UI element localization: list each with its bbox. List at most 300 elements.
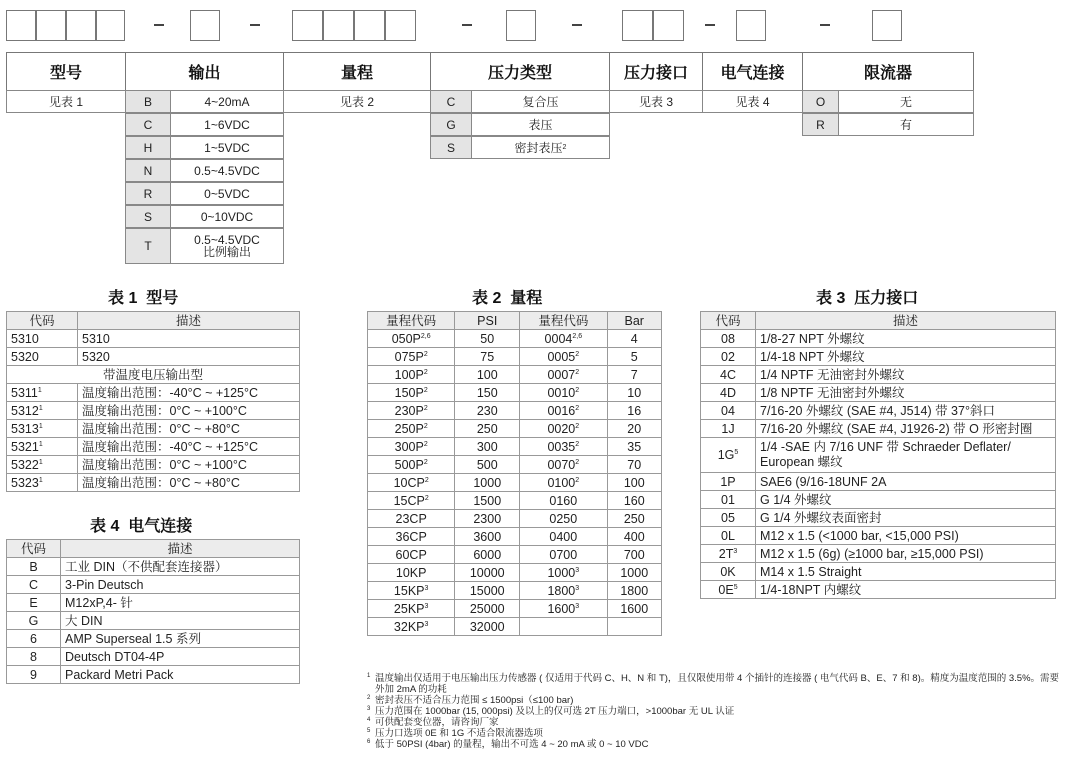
code-text: 60CP: [395, 547, 427, 562]
bar-code-cell: [520, 384, 607, 402]
footnote-ref: 5: [733, 583, 738, 591]
model-ref: 见表 1: [6, 90, 126, 113]
psi-code-cell: [368, 384, 455, 402]
bar-value-cell: 4: [607, 330, 662, 348]
code-cell: [7, 456, 78, 474]
footnote-text: 压力口选项 0E 和 1G 不适合限流器选项: [375, 728, 543, 739]
code-text: 0L: [721, 528, 735, 543]
table-row: [7, 420, 300, 438]
bar-value-cell: 35: [607, 438, 662, 456]
psi-value-cell: 500: [455, 456, 520, 474]
code-cell: 9: [7, 666, 61, 684]
column-header: 描述: [78, 312, 300, 330]
table-row: [7, 438, 300, 456]
footnote-ref: 2: [423, 440, 428, 448]
footnote-ref: 2: [424, 476, 429, 484]
code-text: 10KP: [395, 565, 427, 580]
code-text: 23CP: [395, 511, 427, 526]
psi-code-cell: [368, 492, 455, 510]
bar-code-cell: [520, 438, 607, 456]
table-row: [701, 330, 1056, 348]
table-header-row: [368, 312, 662, 330]
table-row: [701, 438, 1056, 473]
code-text: 150P: [394, 385, 424, 400]
footnotes: [367, 673, 1062, 750]
code-text: 300P: [394, 439, 424, 454]
pressure-type-code: G: [430, 113, 472, 136]
code-cell: [701, 438, 756, 473]
footnote: [367, 739, 1062, 750]
bar-code-cell: [520, 420, 607, 438]
psi-code-cell: [368, 600, 455, 618]
footnote-ref: 2: [575, 368, 580, 376]
pressure-type-desc-text: 密封表压: [514, 140, 563, 155]
limiter-desc: 无: [838, 90, 974, 113]
bar-code-cell: [520, 546, 607, 564]
code-text: 100P: [394, 367, 424, 382]
table-row: [7, 456, 300, 474]
code-cell: 8: [7, 648, 61, 666]
desc-cell: 7/16-20 外螺纹 (SAE #4, J1926-2) 带 O 形密封圈: [756, 420, 1056, 438]
desc-cell: M12 x 1.5 (6g) (≥1000 bar, ≥15,000 PSI): [756, 545, 1056, 563]
footnote-ref: 2: [423, 404, 428, 412]
footnote: [367, 706, 1062, 717]
code-text: 1800: [547, 583, 576, 598]
table-row: [701, 384, 1056, 402]
table-row: [701, 491, 1056, 509]
column-header: 描述: [61, 540, 300, 558]
desc-cell: 温度输出范围：0°C ~ +80°C: [78, 420, 300, 438]
table-row: [7, 630, 300, 648]
desc-cell: Packard Metri Pack: [61, 666, 300, 684]
footnote-ref: 2: [575, 440, 580, 448]
table-row: [368, 528, 662, 546]
footnote-ref: 1: [38, 440, 43, 448]
output-code: C: [125, 113, 171, 136]
output-code: N: [125, 159, 171, 182]
desc-cell: G 1/4 外螺纹表面密封: [756, 509, 1056, 527]
psi-value-cell: 250: [455, 420, 520, 438]
psi-code-cell: [368, 456, 455, 474]
bar-value-cell: 160: [607, 492, 662, 510]
separator-dash: [820, 24, 830, 26]
psi-code-cell: [368, 474, 455, 492]
output-desc: 0~10VDC: [170, 205, 284, 228]
footnote-ref: 3: [575, 602, 580, 610]
limiter-code: O: [802, 90, 839, 113]
psi-code-cell: [368, 366, 455, 384]
code-cell: [701, 545, 756, 563]
code-text: 0700: [549, 547, 578, 562]
desc-cell: 3-Pin Deutsch: [61, 576, 300, 594]
code-cell: [7, 384, 78, 402]
desc-cell: 5310: [78, 330, 300, 348]
table-row: [368, 474, 662, 492]
code-text: 0010: [547, 385, 576, 400]
table-row: [701, 545, 1056, 563]
desc-cell: SAE6 (9/16-18UNF 2A: [756, 473, 1056, 491]
desc-cell: 1/8-27 NPT 外螺纹: [756, 330, 1056, 348]
code-text: 2T: [718, 546, 734, 561]
bar-value-cell: 7: [607, 366, 662, 384]
table2-title: 表 2 量程: [472, 290, 543, 307]
code-text: 36CP: [395, 529, 427, 544]
code-text: 075P: [394, 349, 424, 364]
table-row: [7, 474, 300, 492]
desc-cell: AMP Superseal 1.5 系列: [61, 630, 300, 648]
code-cell: C: [7, 576, 61, 594]
code-cell: [701, 420, 756, 438]
separator-dash: [250, 24, 260, 26]
table-row: [701, 509, 1056, 527]
port-ref: 见表 3: [609, 90, 703, 113]
table-row: [7, 648, 300, 666]
code-text: 250P: [394, 421, 424, 436]
code-text: 5321: [11, 439, 39, 454]
psi-code-cell: [368, 618, 455, 636]
bar-value-cell: 700: [607, 546, 662, 564]
code-text: 0004: [544, 331, 573, 346]
table2-range: [367, 311, 662, 636]
code-text: 0007: [547, 367, 576, 382]
pressure-type-code-box: [506, 10, 536, 41]
code-cell: [701, 330, 756, 348]
bar-code-cell: [520, 618, 607, 636]
code-cell: 6: [7, 630, 61, 648]
bar-code-cell: [520, 330, 607, 348]
footnote-ref: 2: [423, 386, 428, 394]
header-output: 输出: [125, 52, 284, 91]
code-text: 02: [721, 349, 735, 364]
footnote-ref: 2: [424, 494, 429, 502]
output-code: H: [125, 136, 171, 159]
psi-value-cell: 1000: [455, 474, 520, 492]
output-code-box: [190, 10, 220, 41]
model-code-boxes: [6, 10, 125, 41]
table3-pressure-port: [700, 311, 1056, 599]
output-code: T: [125, 228, 171, 264]
electrical-ref: 见表 4: [702, 90, 803, 113]
psi-code-cell: [368, 510, 455, 528]
desc-cell: 1/4 -SAE 内 7/16 UNF 带 Schraeder Deflater/ European 螺纹: [756, 438, 1056, 473]
port-code-boxes: [622, 10, 684, 41]
footnote-ref: 1: [38, 476, 43, 484]
code-text: 1G: [717, 447, 735, 462]
bar-value-cell: 250: [607, 510, 662, 528]
table-row: [7, 576, 300, 594]
footnote-ref: 2: [575, 386, 580, 394]
bar-code-cell: [520, 402, 607, 420]
desc-cell: 1/4-18 NPT 外螺纹: [756, 348, 1056, 366]
header-limiter: 限流器: [802, 52, 974, 91]
code-cell: [701, 402, 756, 420]
output-desc: [170, 228, 284, 264]
psi-value-cell: 75: [455, 348, 520, 366]
footnote-ref: 3: [424, 584, 429, 592]
footnote-ref: 3: [733, 547, 738, 555]
table-row: [7, 330, 300, 348]
psi-value-cell: 2300: [455, 510, 520, 528]
code-text: 0005: [547, 349, 576, 364]
separator-dash: [154, 24, 164, 26]
code-text: 0100: [547, 475, 576, 490]
range-code-boxes: [292, 10, 416, 41]
column-header: PSI: [455, 312, 520, 330]
table4-electrical: [6, 539, 300, 684]
footnote-text: 温度输出仅适用于电压输出压力传感器 ( 仅适用于代码 C、H、N 和 T)，且仅限使用带 4 个插针的连接器 ( 电气代码 B、E、7 和 8)。精度为温度范围的 3.5%。需要外加 2mA 的功耗: [375, 673, 1060, 695]
code-cell: [701, 384, 756, 402]
bar-code-cell: [520, 348, 607, 366]
footnote-ref: 2: [575, 350, 580, 358]
table-row: [7, 558, 300, 576]
table-row: [368, 456, 662, 474]
code-text: 0400: [549, 529, 578, 544]
code-text: 230P: [394, 403, 424, 418]
footnote-number: 2: [367, 695, 371, 701]
footnote-ref: 2: [575, 404, 580, 412]
desc-cell: 温度输出范围：-40°C ~ +125°C: [78, 384, 300, 402]
code-text: 1000: [547, 565, 576, 580]
table-row: [7, 348, 300, 366]
footnote-ref: 5: [734, 448, 739, 456]
code-text: 1600: [547, 601, 576, 616]
psi-value-cell: 10000: [455, 564, 520, 582]
bar-code-cell: [520, 582, 607, 600]
table-row: [7, 594, 300, 612]
code-text: 25KP: [393, 601, 425, 616]
footnote-ref: 1: [37, 386, 42, 394]
code-text: 0E: [718, 582, 734, 597]
separator-dash: [462, 24, 472, 26]
separator-dash: [572, 24, 582, 26]
table-row: [701, 563, 1056, 581]
limiter-code-box: [872, 10, 902, 41]
desc-cell: 大 DIN: [61, 612, 300, 630]
code-text: 050P: [391, 331, 421, 346]
table-row: [701, 473, 1056, 491]
table-row: [368, 420, 662, 438]
table1-model: [6, 311, 300, 492]
psi-value-cell: 1500: [455, 492, 520, 510]
psi-code-cell: [368, 348, 455, 366]
table-row: [368, 366, 662, 384]
code-text: 5311: [11, 385, 38, 400]
column-header: 描述: [756, 312, 1056, 330]
footnote-ref: 3: [424, 620, 429, 628]
code-cell: [7, 420, 78, 438]
footnote-number: 4: [367, 717, 371, 723]
footnote-text: 压力范围在 1000bar (15, 000psi) 及以上的仅可选 2T 压力端口，>1000bar 无 UL 认证: [375, 706, 735, 717]
desc-cell: 1/8 NPTF 无油密封外螺纹: [756, 384, 1056, 402]
psi-value-cell: 230: [455, 402, 520, 420]
pressure-type-desc: 密封表压 2: [471, 136, 610, 159]
psi-value-cell: 50: [455, 330, 520, 348]
code-cell: E: [7, 594, 61, 612]
table3-title: 表 3 压力接口: [816, 290, 919, 307]
code-cell: G: [7, 612, 61, 630]
table-row: [701, 527, 1056, 545]
bar-value-cell: 1000: [607, 564, 662, 582]
table-row: [701, 420, 1056, 438]
header-pressure-type: 压力类型: [430, 52, 610, 91]
output-desc-line: 0.5~4.5VDC: [194, 233, 260, 247]
table-row: [368, 510, 662, 528]
code-text: 4D: [720, 385, 736, 400]
bar-value-cell: 70: [607, 456, 662, 474]
output-code: S: [125, 205, 171, 228]
footnote-ref: 2: [423, 350, 428, 358]
bar-value-cell: 400: [607, 528, 662, 546]
code-cell: [701, 348, 756, 366]
column-header: 代码: [701, 312, 756, 330]
footnote-ref: 2: [423, 368, 428, 376]
code-cell: [701, 509, 756, 527]
table1-title: 表 1 型号: [108, 290, 179, 307]
table-header-row: [7, 540, 300, 558]
table-row: [368, 600, 662, 618]
footnote-ref: 3: [575, 584, 580, 592]
header-pressure-port: 压力接口: [609, 52, 703, 91]
bar-code-cell: [520, 456, 607, 474]
bar-code-cell: [520, 510, 607, 528]
code-text: 04: [721, 403, 735, 418]
table-row: [368, 618, 662, 636]
code-text: 05: [721, 510, 735, 525]
bar-code-cell: [520, 492, 607, 510]
bar-value-cell: 1800: [607, 582, 662, 600]
psi-value-cell: 15000: [455, 582, 520, 600]
code-text: 1J: [721, 421, 735, 436]
psi-code-cell: [368, 438, 455, 456]
code-text: 5313: [11, 421, 39, 436]
code-cell: [701, 563, 756, 581]
code-text: 08: [721, 331, 735, 346]
output-code: R: [125, 182, 171, 205]
code-text: 5322: [11, 457, 39, 472]
output-code: B: [125, 90, 171, 113]
output-desc: 1~6VDC: [170, 113, 284, 136]
column-header: 量程代码: [368, 312, 455, 330]
table-subheader-row: [7, 366, 300, 384]
table-row: [368, 330, 662, 348]
footnote-ref: 2: [575, 458, 580, 466]
footnote-number: 5: [367, 728, 371, 734]
desc-cell: G 1/4 外螺纹: [756, 491, 1056, 509]
bar-code-cell: [520, 474, 607, 492]
column-header: Bar: [607, 312, 662, 330]
desc-cell: 1/4-18NPT 内螺纹: [756, 581, 1056, 599]
desc-cell: 温度输出范围：0°C ~ +80°C: [78, 474, 300, 492]
footnote-ref: 2,6: [572, 332, 583, 340]
code-cell: [7, 474, 78, 492]
header-model: 型号: [6, 52, 126, 91]
psi-code-cell: [368, 528, 455, 546]
desc-cell: 7/16-20 外螺纹 (SAE #4, J514) 带 37°斜口: [756, 402, 1056, 420]
pressure-type-code: C: [430, 90, 472, 113]
pressure-type-code: S: [430, 136, 472, 159]
footnote: [367, 695, 1062, 706]
code-cell: [701, 473, 756, 491]
psi-code-cell: [368, 582, 455, 600]
footnote: [367, 717, 1062, 728]
bar-value-cell: 16: [607, 402, 662, 420]
code-text: 0070: [547, 457, 576, 472]
code-cell: 5310: [7, 330, 78, 348]
code-cell: B: [7, 558, 61, 576]
footnote-text: 密封表压不适合压力范围 ≤ 1500psi（≤100 bar): [375, 695, 574, 706]
code-text: 500P: [394, 457, 424, 472]
pressure-type-desc: 复合压: [471, 90, 610, 113]
psi-value-cell: 32000: [455, 618, 520, 636]
table-row: [368, 492, 662, 510]
limiter-desc: 有: [838, 113, 974, 136]
footnote-ref: 3: [424, 602, 429, 610]
code-text: 0016: [547, 403, 576, 418]
psi-value-cell: 100: [455, 366, 520, 384]
desc-cell: M12xP,4- 针: [61, 594, 300, 612]
code-text: 4C: [720, 367, 736, 382]
column-header: 代码: [7, 540, 61, 558]
bar-code-cell: [520, 366, 607, 384]
footnote-ref: 3: [575, 566, 580, 574]
subheader-cell: 带温度电压输出型: [7, 366, 300, 384]
code-text: 5323: [11, 475, 39, 490]
desc-cell: 工业 DIN（不供配套连接器）: [61, 558, 300, 576]
code-cell: [701, 491, 756, 509]
psi-code-cell: [368, 420, 455, 438]
range-ref: 见表 2: [283, 90, 431, 113]
column-header: 量程代码: [520, 312, 607, 330]
limiter-code: R: [802, 113, 839, 136]
bar-value-cell: 20: [607, 420, 662, 438]
code-text: 0160: [549, 493, 578, 508]
code-text: 01: [721, 492, 735, 507]
code-cell: [701, 581, 756, 599]
table-row: [701, 402, 1056, 420]
table-row: [7, 612, 300, 630]
bar-code-cell: [520, 600, 607, 618]
psi-value-cell: 25000: [455, 600, 520, 618]
table-row: [368, 546, 662, 564]
output-desc-line: 比例输出: [202, 245, 251, 259]
footnote-ref: 1: [38, 422, 43, 430]
bar-value-cell: [607, 618, 662, 636]
header-range: 量程: [283, 52, 431, 91]
desc-cell: 温度输出范围：0°C ~ +100°C: [78, 456, 300, 474]
code-cell: [701, 366, 756, 384]
table-row: [368, 582, 662, 600]
table4-title: 表 4 电气连接: [90, 518, 193, 535]
electrical-code-box: [736, 10, 766, 41]
psi-code-cell: [368, 402, 455, 420]
psi-code-cell: [368, 546, 455, 564]
footnote-ref: 1: [38, 458, 43, 466]
bar-value-cell: 5: [607, 348, 662, 366]
code-cell: 5320: [7, 348, 78, 366]
footnote-ref: 2,6: [420, 332, 431, 340]
footnote-number: 1: [367, 673, 371, 679]
desc-cell: 1/4 NPTF 无油密封外螺纹: [756, 366, 1056, 384]
footnote-text: 低于 50PSI (4bar) 的量程，输出不可选 4 ~ 20 mA 或 0 ~ 10 VDC: [375, 739, 649, 750]
code-text: 0250: [549, 511, 578, 526]
bar-value-cell: 1600: [607, 600, 662, 618]
table-row: [7, 666, 300, 684]
code-text: 15KP: [393, 583, 425, 598]
code-text: 32KP: [393, 619, 425, 634]
table-header-row: [701, 312, 1056, 330]
code-text: 0035: [547, 439, 576, 454]
psi-code-cell: [368, 564, 455, 582]
